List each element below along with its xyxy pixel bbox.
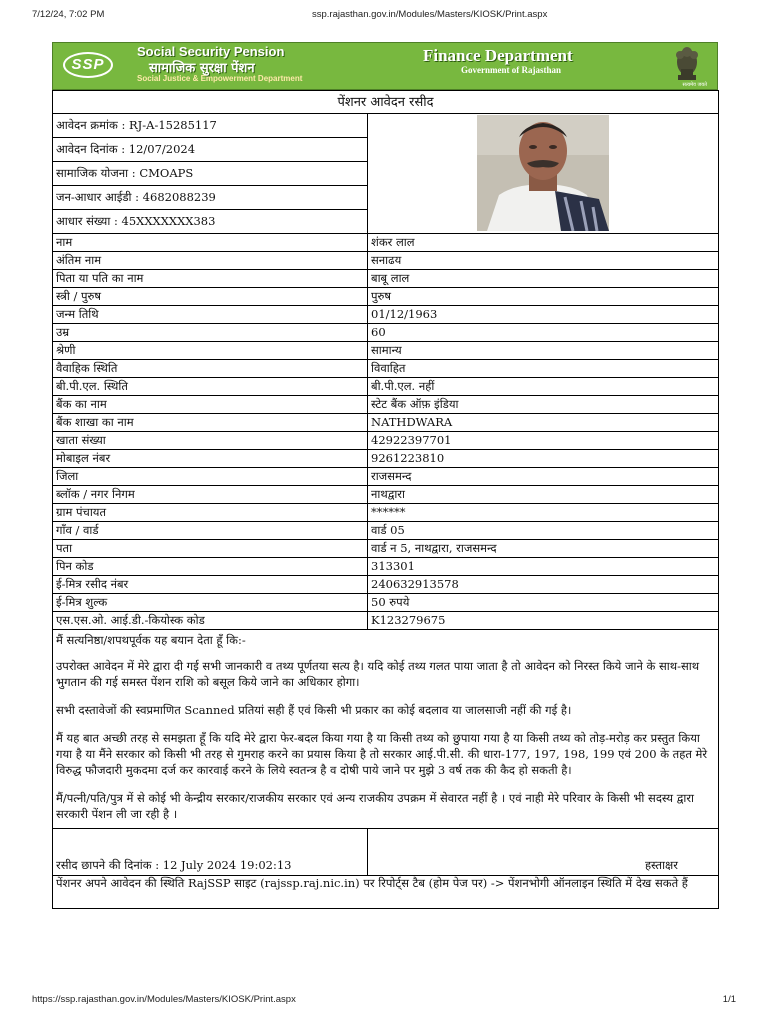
detail-value: 9261223810 [368, 450, 719, 468]
detail-row [53, 558, 719, 576]
print-date: रसीद छापने की दिनांक : 12 July 2024 19:02:13 [53, 829, 368, 876]
detail-row [53, 342, 719, 360]
detail-label: एस.एस.ओ. आई.डी.-कियोस्क कोड [53, 612, 368, 630]
detail-label: श्रेणी [53, 342, 368, 360]
detail-value: नाथद्वारा [368, 486, 719, 504]
detail-value: वार्ड 05 [368, 522, 719, 540]
scheme: सामाजिक योजना : CMOAPS [53, 162, 368, 186]
detail-value: 42922397701 [368, 432, 719, 450]
detail-label: ब्लॉक / नगर निगम [53, 486, 368, 504]
print-header-url: ssp.rajasthan.gov.in/Modules/Masters/KIOSK/Print.aspx [312, 9, 548, 20]
receipt-title: पेंशनर आवेदन रसीद [53, 91, 719, 114]
detail-row [53, 468, 719, 486]
browser-print-header [32, 9, 736, 23]
declaration [53, 630, 719, 829]
detail-value: ****** [368, 504, 719, 522]
banner-title-hindi: सामाजिक सुरक्षा पेंशन [149, 61, 255, 76]
detail-value: 50 रुपये [368, 594, 719, 612]
declaration-paragraph-1: उपरोक्त आवेदन में मेरे द्वारा दी गई सभी जानकारी व तथ्य पूर्णतया सत्य है। यदि कोई तथ्य गलत पाया जाता है तो आवेदन को निरस्त किये जाने के साथ-साथ भुगतान की गई समस्त पेंशन राशि को बसूल किये जाने का अधिकार होगा। [56, 659, 700, 689]
print-datetime: 7/12/24, 7:02 PM [32, 9, 105, 20]
jan-aadhar-id: जन-आधार आईडी : 4682088239 [53, 186, 368, 210]
status-note: पेंशनर अपने आवेदन की स्थिति RajSSP साइट (rajssp.raj.nic.in) पर रिपोर्ट्स टैब (होम पेज पर) -> पेंशनभोगी ऑनलाइन स्थिति में देख सकते हैं [53, 876, 719, 909]
declaration-intro: मैं सत्यनिष्ठा/शपथपूर्वक यह बयान देता हूँ कि:- [56, 633, 246, 647]
declaration-paragraph-4: मैं/पत्नी/पति/पुत्र में से कोई भी केन्द्रीय सरकार/राजकीय सरकार एवं अन्य राजकीय उपक्रम में सेवारत नहीं है । एवं नाही मेरे परिवार के किसी भी सदस्य द्वारा सरकारी पेंशन ली जा रही है । [56, 791, 694, 821]
detail-value: NATHDWARA [368, 414, 719, 432]
detail-label: जन्म तिथि [53, 306, 368, 324]
detail-value: वार्ड न 5, नाथद्वारा, राजसमन्द [368, 540, 719, 558]
detail-label: अंतिम नाम [53, 252, 368, 270]
detail-label: बैंक का नाम [53, 396, 368, 414]
detail-row [53, 504, 719, 522]
detail-label: ई-मित्र शुल्क [53, 594, 368, 612]
detail-label: ग्राम पंचायत [53, 504, 368, 522]
page-number: 1/1 [722, 994, 736, 1005]
detail-row [53, 612, 719, 630]
detail-row [53, 288, 719, 306]
header-banner [52, 42, 718, 90]
detail-row [53, 378, 719, 396]
detail-value: बाबू लाल [368, 270, 719, 288]
banner-subtitle: Social Justice & Empowerment Department [137, 74, 303, 83]
receipt-document [52, 42, 718, 909]
detail-label: पिन कोड [53, 558, 368, 576]
detail-label: जिला [53, 468, 368, 486]
detail-row [53, 594, 719, 612]
browser-print-footer [32, 994, 736, 1008]
detail-row [53, 360, 719, 378]
detail-value: 240632913578 [368, 576, 719, 594]
photo-cell [368, 114, 719, 234]
applicant-details [53, 234, 719, 630]
detail-row [53, 234, 719, 252]
detail-label: ई-मित्र रसीद नंबर [53, 576, 368, 594]
declaration-paragraph-3: मैं यह बात अच्छी तरह से समझता हूँ कि यदि मेरे द्वारा फेर-बदल किया गया है या किसी तथ्य को छुपाया गया है या किसी तथ्य को तोड़-मरोड़ कर प्रस्तुत किया गया है या मैंने सरकार को किसी भी तरह से गुमराह करने का प्रयास किया है तो सरकार आई.पी.सी. की धारा-177, 197, 198, 199 एवं 200 के तहत मेरे विरुद्ध फौजदारी मुकदमा दर्ज कर कारवाई करने के लिये स्वतन्त्र है व दोषी पाये जाने पर मुझे 3 वर्ष तक की कैद हो सकती है। [56, 731, 708, 777]
detail-label: उम्र [53, 324, 368, 342]
receipt-table [52, 90, 719, 909]
detail-row [53, 324, 719, 342]
detail-value: राजसमन्द [368, 468, 719, 486]
detail-value: K123279675 [368, 612, 719, 630]
detail-label: मोबाइल नंबर [53, 450, 368, 468]
detail-label: खाता संख्या [53, 432, 368, 450]
detail-value: 60 [368, 324, 719, 342]
detail-value: सामान्य [368, 342, 719, 360]
detail-row [53, 270, 719, 288]
detail-row [53, 396, 719, 414]
detail-row [53, 576, 719, 594]
ssp-logo: SSP [63, 52, 113, 78]
detail-row [53, 306, 719, 324]
detail-value: 01/12/1963 [368, 306, 719, 324]
detail-value: 313301 [368, 558, 719, 576]
finance-department-title: Finance Department [423, 46, 573, 65]
detail-label: पता [53, 540, 368, 558]
detail-label: नाम [53, 234, 368, 252]
emblem-caption: सत्यमेव जयते [682, 82, 707, 88]
detail-label: गाँव / वार्ड [53, 522, 368, 540]
detail-value: पुरुष [368, 288, 719, 306]
detail-row [53, 540, 719, 558]
applicant-photo [477, 115, 609, 231]
application-number: आवेदन क्रमांक : RJ-A-15285117 [53, 114, 368, 138]
detail-row [53, 486, 719, 504]
detail-row [53, 522, 719, 540]
detail-label: स्त्री / पुरुष [53, 288, 368, 306]
banner-title-english: Social Security Pension [137, 44, 285, 59]
application-date: आवेदन दिनांक : 12/07/2024 [53, 138, 368, 162]
detail-row [53, 252, 719, 270]
detail-label: वैवाहिक स्थिति [53, 360, 368, 378]
detail-label: पिता या पति का नाम [53, 270, 368, 288]
detail-value: शंकर लाल [368, 234, 719, 252]
declaration-paragraph-2: सभी दस्तावेजों की स्वप्रमाणित Scanned प्रतियां सही हैं एवं किसी भी प्रकार का कोई बदलाव या जालसाजी नहीं की गई है। [56, 703, 572, 717]
detail-value: बी.पी.एल. नहीं [368, 378, 719, 396]
detail-label: बी.पी.एल. स्थिति [53, 378, 368, 396]
government-label: Government of Rajasthan [461, 65, 561, 75]
print-footer-url: https://ssp.rajasthan.gov.in/Modules/Masters/KIOSK/Print.aspx [32, 994, 296, 1005]
ashoka-emblem-icon [669, 45, 705, 87]
signature-label: हस्ताक्षर [368, 829, 719, 876]
detail-row [53, 414, 719, 432]
detail-value: विवाहित [368, 360, 719, 378]
detail-value: सनाढय [368, 252, 719, 270]
detail-value: स्टेट बैंक ऑफ़ इंडिया [368, 396, 719, 414]
detail-label: बैंक शाखा का नाम [53, 414, 368, 432]
detail-row [53, 432, 719, 450]
detail-row [53, 450, 719, 468]
aadhar-number: आधार संख्या : 45XXXXXXX383 [53, 210, 368, 234]
